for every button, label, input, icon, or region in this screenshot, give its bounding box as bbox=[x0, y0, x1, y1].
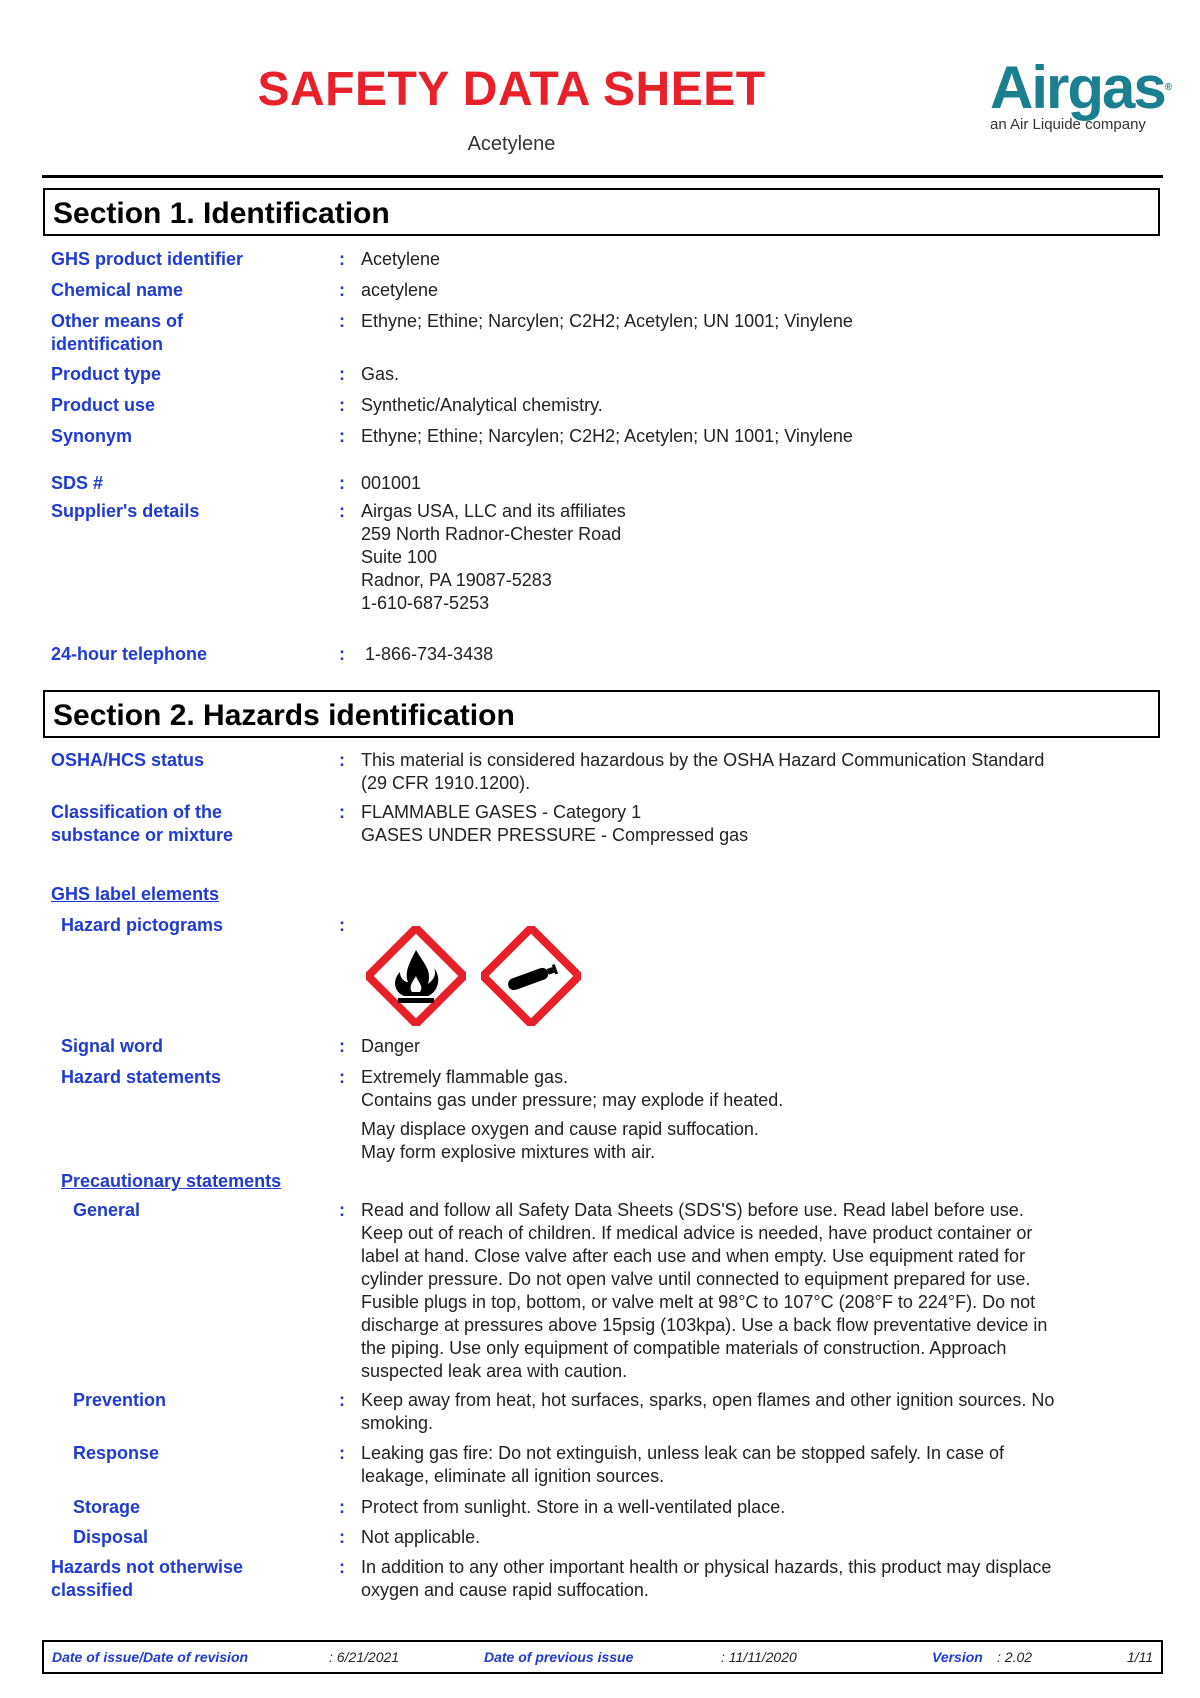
version-value: : 2.02 bbox=[997, 1649, 1033, 1665]
previous-issue-value: : 11/11/2020 bbox=[721, 1649, 797, 1665]
issue-date-value: : 6/21/2021 bbox=[329, 1649, 400, 1665]
text-line: label at hand. Close valve after each use and when empty. Use equipment rated for bbox=[361, 1246, 1026, 1266]
text-line: (29 CFR 1910.1200). bbox=[361, 773, 531, 793]
text-line: the piping. Use only equipment of compatible materials of construction. Approach bbox=[361, 1338, 1007, 1358]
label-line2: identification bbox=[51, 334, 163, 354]
value bbox=[361, 1442, 1146, 1488]
text-line: This material is considered hazardous by the OSHA Hazard Communication Standard bbox=[361, 750, 1045, 770]
label: Storage bbox=[73, 1497, 141, 1517]
text-line: FLAMMABLE GASES - Category 1 bbox=[361, 802, 642, 822]
issue-date-label: Date of issue/Date of revision bbox=[52, 1649, 249, 1665]
value: Protect from sunlight. Store in a well-ventilated place. bbox=[361, 1497, 786, 1517]
value: Ethyne; Ethine; Narcylen; C2H2; Acetylen; UN 1001; Vinylene bbox=[361, 426, 853, 446]
text-line: smoking. bbox=[361, 1413, 434, 1433]
previous-issue-label: Date of previous issue bbox=[484, 1649, 634, 1665]
value bbox=[361, 1389, 1146, 1435]
label: Classification of the bbox=[51, 802, 223, 822]
text-line: cylinder pressure. Do not open valve until connected to equipment prepared for use. bbox=[361, 1269, 1031, 1289]
value bbox=[361, 1556, 1146, 1602]
label: SDS # bbox=[51, 473, 104, 493]
label: Disposal bbox=[73, 1527, 149, 1547]
supplier-line: Airgas USA, LLC and its affiliates bbox=[361, 501, 626, 521]
text-line: oxygen and cause rapid suffocation. bbox=[361, 1580, 649, 1600]
text-line: Fusible plugs in top, bottom, or valve melt at 98°C to 107°C (208°F to 224°F). Do not bbox=[361, 1292, 1036, 1312]
text-line: discharge at pressures above 15psig (103kpa). Use a back flow preventative device in bbox=[361, 1315, 1048, 1335]
value bbox=[361, 801, 1146, 847]
text-line: In addition to any other important health or physical hazards, this product may displace bbox=[361, 1557, 1052, 1577]
logo-word: Airgas bbox=[990, 54, 1165, 121]
label-line2: substance or mixture bbox=[51, 825, 234, 845]
text-line: May form explosive mixtures with air. bbox=[361, 1142, 656, 1162]
text-line: GASES UNDER PRESSURE - Compressed gas bbox=[361, 825, 749, 845]
label: Other means of bbox=[51, 311, 184, 331]
label: Hazards not otherwise bbox=[51, 1557, 244, 1577]
product-name: Acetylene bbox=[467, 133, 556, 155]
airgas-logo: Airgas® an Air Liquide company bbox=[990, 54, 1171, 133]
label-line2: classified bbox=[51, 1580, 134, 1600]
supplier-line: Radnor, PA 19087-5283 bbox=[361, 570, 552, 590]
value: Synthetic/Analytical chemistry. bbox=[361, 395, 603, 415]
text-line: Keep out of reach of children. If medical advice is needed, have product container or bbox=[361, 1223, 1033, 1243]
label: Synonym bbox=[51, 426, 133, 446]
label: Precautionary statements bbox=[61, 1171, 282, 1191]
value: 1-866-734-3438 bbox=[365, 644, 494, 664]
header-divider bbox=[42, 175, 1163, 178]
label: General bbox=[73, 1200, 141, 1220]
value: Danger bbox=[361, 1036, 421, 1056]
text-line: Read and follow all Safety Data Sheets (SDS'S) before use. Read label before use. bbox=[361, 1200, 1024, 1220]
value: Not applicable. bbox=[361, 1527, 481, 1547]
label: Product type bbox=[51, 364, 162, 384]
value: acetylene bbox=[361, 280, 439, 300]
value bbox=[361, 500, 1146, 615]
supplier-line: 259 North Radnor-Chester Road bbox=[361, 524, 622, 544]
supplier-line: 1-610-687-5253 bbox=[361, 593, 490, 613]
value bbox=[361, 749, 1146, 795]
text-line: Contains gas under pressure; may explode if heated. bbox=[361, 1090, 784, 1110]
value: Ethyne; Ethine; Narcylen; C2H2; Acetylen; UN 1001; Vinylene bbox=[361, 311, 853, 331]
label: GHS label elements bbox=[51, 884, 220, 904]
section-1-heading: Section 1. Identification bbox=[43, 188, 1160, 236]
value: Acetylene bbox=[361, 249, 441, 269]
label: 24-hour telephone bbox=[51, 644, 208, 664]
label: Chemical name bbox=[51, 280, 184, 300]
label: Hazard statements bbox=[61, 1067, 222, 1087]
label: Product use bbox=[51, 395, 156, 415]
text-line: Keep away from heat, hot surfaces, sparks, open flames and other ignition sources. No bbox=[361, 1390, 1055, 1410]
label: OSHA/HCS status bbox=[51, 750, 205, 770]
label: GHS product identifier bbox=[51, 249, 244, 269]
page-footer bbox=[42, 1640, 1163, 1674]
supplier-line: Suite 100 bbox=[361, 547, 438, 567]
value: Gas. bbox=[361, 364, 400, 384]
value bbox=[361, 1066, 1146, 1164]
section-2-heading: Section 2. Hazards identification bbox=[43, 690, 1160, 738]
label: Hazard pictograms bbox=[61, 915, 224, 935]
label: Response bbox=[73, 1443, 160, 1463]
text-line: Extremely flammable gas. bbox=[361, 1067, 569, 1087]
document-title: SAFETY DATA SHEET bbox=[257, 63, 766, 116]
value bbox=[361, 1199, 1146, 1383]
version-label: Version bbox=[932, 1649, 983, 1665]
gas-cylinder-icon bbox=[481, 926, 581, 1026]
value: 001001 bbox=[361, 473, 422, 493]
text-line: leakage, eliminate all ignition sources. bbox=[361, 1466, 665, 1486]
label: Signal word bbox=[61, 1036, 164, 1056]
flame-icon bbox=[366, 926, 466, 1026]
label: Prevention bbox=[73, 1390, 167, 1410]
text-line: Leaking gas fire: Do not extinguish, unless leak can be stopped safely. In case of bbox=[361, 1443, 1005, 1463]
label: Supplier's details bbox=[51, 501, 200, 521]
text-line: suspected leak area with caution. bbox=[361, 1361, 628, 1381]
text-line: May displace oxygen and cause rapid suffocation. bbox=[361, 1119, 759, 1139]
page-number: 1/11 bbox=[1127, 1649, 1154, 1665]
logo-tagline: an Air Liquide company bbox=[990, 116, 1146, 133]
